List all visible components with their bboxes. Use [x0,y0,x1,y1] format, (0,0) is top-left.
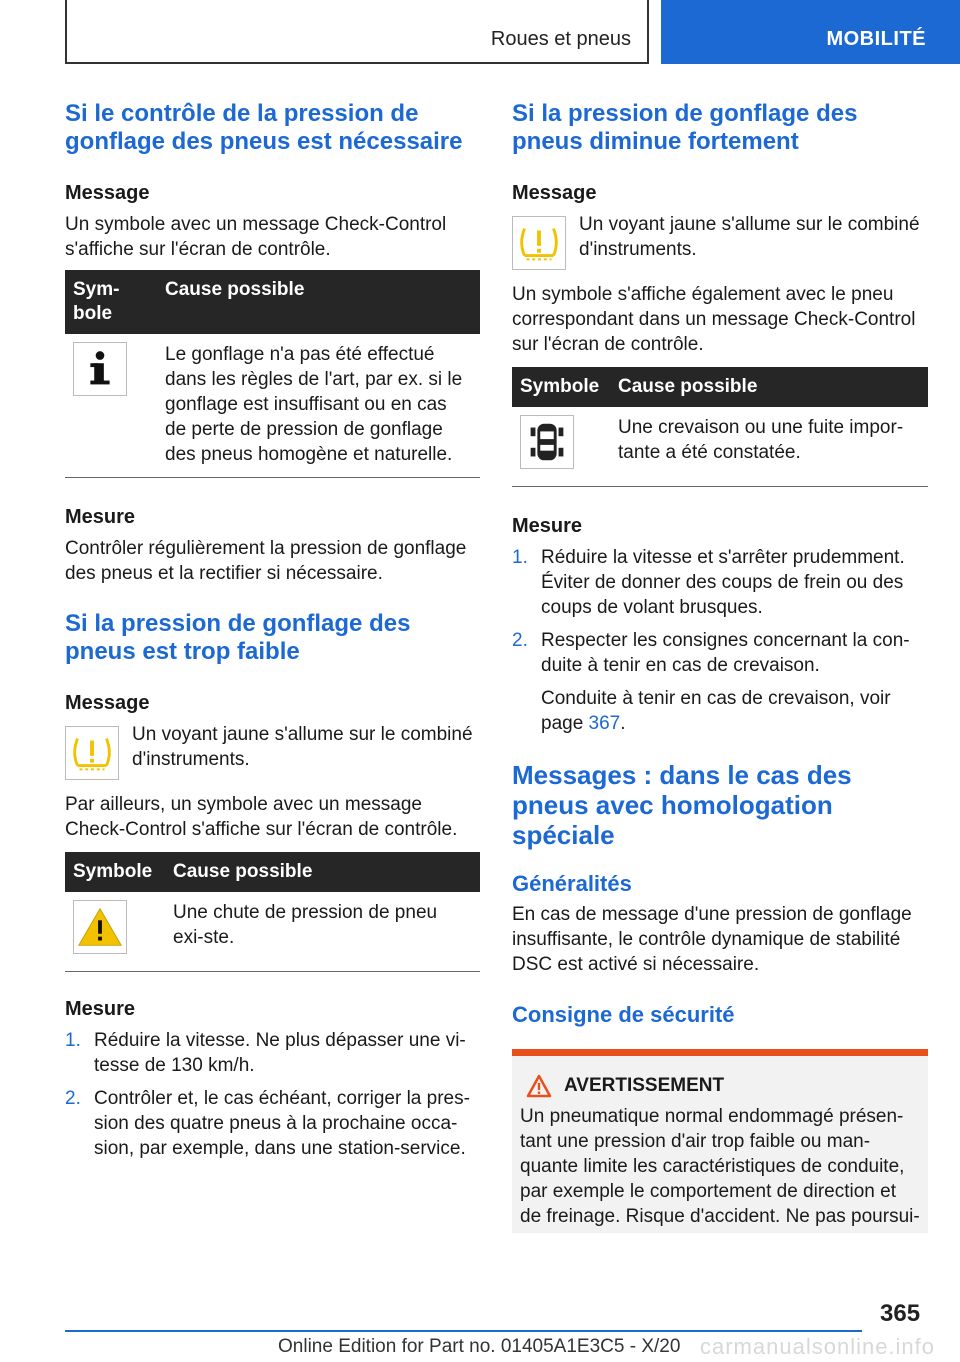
footer-rule [65,1330,862,1332]
section-title-check-pressure: Si le contrôle de la pression de gonflage des pneus est nécessaire [65,100,463,155]
table-row [65,892,480,972]
message-text: Un symbole s'affiche également avec le pneu correspondant dans un message Check-Control sur l'écran de contrôle. [512,284,916,355]
message-label: Message [65,182,150,204]
watermark: carmanualsonline.info [700,1334,936,1359]
steps-list [65,1028,480,1161]
warning-triangle-icon [73,900,127,954]
message-label: Message [65,692,150,714]
list-item: 1. Réduire la vitesse et s'arrêter prudemment. Éviter de donner des coups de frein ou des coups de volant brusques. [512,547,905,618]
header-chapter-title: MOBILITÉ [826,28,926,50]
mesure-label: Mesure [65,998,136,1020]
list-item: 2. Contrôler et, le cas échéant, corriger la pres-sion des quatre pneus à la prochaine occa-sion, par exemple, dans une station-service. [65,1088,470,1159]
tire-pressure-warning-icon [512,216,566,270]
symbol-table-2 [65,852,480,972]
table-row [512,407,928,487]
message-text: Par ailleurs, un symbole avec un message Check-Control s'affiche sur l'écran de contrôle. [65,794,458,840]
warning-triangle-icon [526,1074,552,1098]
car-tire-symbol-icon [520,415,574,469]
tire-pressure-warning-icon [65,726,119,780]
table-cause-cell: Une chute de pression de pneu exi-ste. [165,892,480,972]
message-label: Message [512,182,597,204]
symbol-table-1 [65,270,480,478]
section-title-strong-decrease: Si la pression de gonflage des pneus diminue fortement [512,100,858,155]
warning-box [512,1049,928,1233]
section-title-special-tires: Messages : dans le cas des pneus avec homologation spéciale [512,760,852,850]
table-header-cause: Cause possible [157,270,480,334]
page-number: 365 [880,1300,921,1327]
header-section-box [65,0,649,64]
symbol-table-3 [512,367,928,487]
page-reference: Conduite à tenir en cas de crevaison, voir page 367. [541,688,891,734]
left-column [65,100,480,1161]
section-title-low-pressure: Si la pression de gonflage des pneus est trop faible [65,610,411,665]
steps-list [512,545,928,678]
warning-light-text: Un voyant jaune s'allume sur le combiné d'instruments. [579,214,920,260]
table-cause-cell: Une crevaison ou une fuite impor-tante a été constatée. [610,407,928,487]
info-icon [73,342,127,396]
warning-light-row [65,722,480,782]
table-header-cause: Cause possible [610,367,928,407]
header-section-title: Roues et pneus [490,28,631,50]
subsection-title-safety: Consigne de sécurité [512,1002,735,1027]
warning-light-text: Un voyant jaune s'allume sur le combiné d'instruments. [132,724,473,770]
table-header-symbol: Symbole [512,367,610,407]
table-row [65,334,480,478]
general-text: En cas de message d'une pression de gonflage insuffisante, le contrôle dynamique de stabilité DSC est activé si nécessaire. [512,904,912,975]
page-link[interactable]: 367 [588,713,621,734]
header-chapter-box [661,0,960,64]
subsection-title-general: Généralités [512,871,632,896]
table-cause-cell: Le gonflage n'a pas été effectué dans les règles de l'art, par ex. si le gonflage est insuffisant ou en cas de perte de pression de gonflage des pneus homogène et naturelle. [157,334,480,478]
footer-edition: Online Edition for Part no. 01405A1E3C5 - X/20 [278,1336,681,1357]
warning-light-row [512,212,928,272]
table-header-symbol: Symbole [65,852,165,892]
list-item: 1. Réduire la vitesse. Ne plus dépasser une vi-tesse de 130 km/h. [65,1030,466,1076]
table-header-symbol: Sym-bole [65,270,157,334]
list-item: 2. Respecter les consignes concernant la con-duite à tenir en cas de crevaison. [512,630,910,676]
warning-text: Un pneumatique normal endommagé présen-tant une pression d'air trop faible ou man-quante limite les caractéristiques de conduite, par exemple le comportement de direction et de freinage. Risque d'accident. Ne pas poursui- [520,1106,920,1227]
warning-title: AVERTISSEMENT [564,1075,725,1096]
mesure-text: Contrôler régulièrement la pression de gonflage des pneus et la rectifier si nécessaire. [65,538,467,584]
right-column [512,100,928,1233]
message-text: Un symbole avec un message Check-Control s'affiche sur l'écran de contrôle. [65,214,447,260]
table-header-cause: Cause possible [165,852,480,892]
mesure-label: Mesure [65,506,136,528]
mesure-label: Mesure [512,515,583,537]
